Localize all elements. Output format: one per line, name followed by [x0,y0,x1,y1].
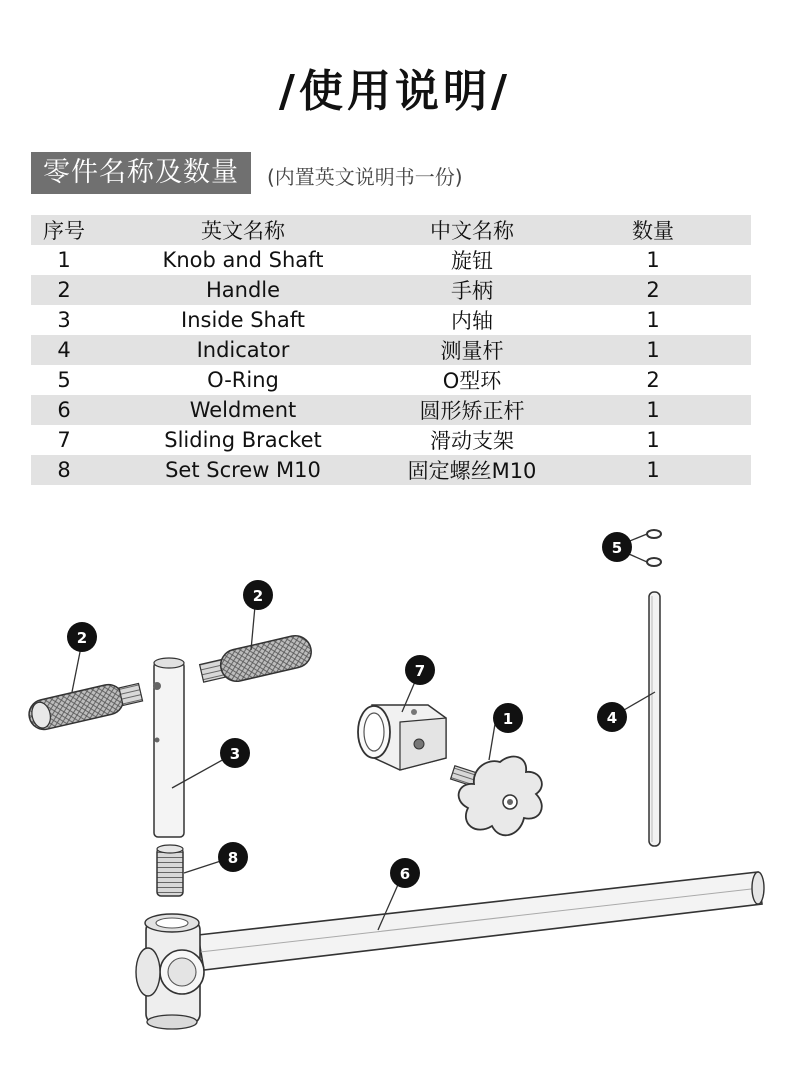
cell-index: 6 [57,398,71,422]
cell-chinese-name: 旋钮 [451,249,493,273]
sliding-bracket-part [358,705,446,770]
table-header-row [31,215,751,245]
cell-chinese-name: 手柄 [451,279,493,303]
callout-2-right [243,580,273,610]
cell-index: 7 [57,428,71,452]
table-row [31,245,751,275]
section-note: (内置英文说明书一份) [267,165,463,189]
table-row [31,425,751,455]
exploded-parts-diagram [0,500,790,1072]
callout-3 [220,738,250,768]
cell-index: 2 [57,278,71,302]
cell-quantity: 1 [646,398,660,422]
callout-5 [602,532,632,562]
callout-1-label: 1 [502,710,514,728]
cell-english-name: Handle [205,278,281,302]
cell-english-name: Inside Shaft [181,308,305,332]
callout-7 [405,655,435,685]
cell-chinese-name: O型环 [442,369,502,393]
cell-english-name: O-Ring [207,368,279,392]
callout-8-label: 8 [227,849,239,867]
table-row [31,305,751,335]
callout-5-label: 5 [611,539,623,557]
o-ring-part [647,530,661,566]
callout-6-label: 6 [399,865,411,883]
cell-chinese-name: 测量杆 [440,339,504,363]
cell-index: 3 [57,308,71,332]
table-row [31,335,751,365]
cell-chinese-name: 固定螺丝M10 [407,459,537,483]
callout-2-left-label: 2 [76,629,88,647]
parts-table [31,215,751,485]
callout-7-label: 7 [414,662,426,680]
callout-2-right-label: 2 [252,587,264,605]
cell-chinese-name: 内轴 [451,309,493,333]
cell-english-name: Weldment [189,398,297,422]
cell-quantity: 1 [646,308,660,332]
cell-index: 1 [57,248,71,272]
knob-part [451,757,542,836]
table-row [31,275,751,305]
callout-4-label: 4 [606,709,618,727]
table-row [31,455,751,485]
cell-index: 8 [57,458,71,482]
left-handle-part [26,678,144,733]
section-label: 零件名称及数量 [31,152,251,194]
cell-english-name: Knob and Shaft [162,248,324,272]
header-english-name: 英文名称 [97,215,389,245]
inside-shaft-part [153,658,184,837]
cell-quantity: 1 [646,248,660,272]
cell-english-name: Set Screw M10 [165,458,321,482]
callout-6 [390,858,420,888]
callout-1 [493,703,523,733]
cell-english-name: Sliding Bracket [164,428,322,452]
header-index: 序号 [31,215,97,245]
cell-chinese-name: 圆形矫正杆 [419,399,525,423]
right-handle-part [198,633,314,689]
cell-english-name: Indicator [196,338,290,362]
weldment-part [136,872,764,1029]
cell-quantity: 2 [646,278,660,302]
cell-quantity: 1 [646,458,660,482]
cell-index: 4 [57,338,71,362]
set-screw-part [157,845,183,896]
callout-2-left [67,622,97,652]
callout-8 [218,842,248,872]
cell-quantity: 1 [646,428,660,452]
section-header [31,150,463,194]
cell-quantity: 2 [646,368,660,392]
table-row [31,395,751,425]
header-chinese-name: 中文名称 [389,215,555,245]
callout-3-label: 3 [229,745,241,763]
callout-4 [597,702,627,732]
indicator-rod-part [649,592,660,846]
table-row [31,365,751,395]
cell-quantity: 1 [646,338,660,362]
cell-index: 5 [57,368,71,392]
page-title: /使用说明/ [278,66,512,117]
cell-chinese-name: 滑动支架 [430,429,514,453]
header-quantity: 数量 [555,215,751,245]
